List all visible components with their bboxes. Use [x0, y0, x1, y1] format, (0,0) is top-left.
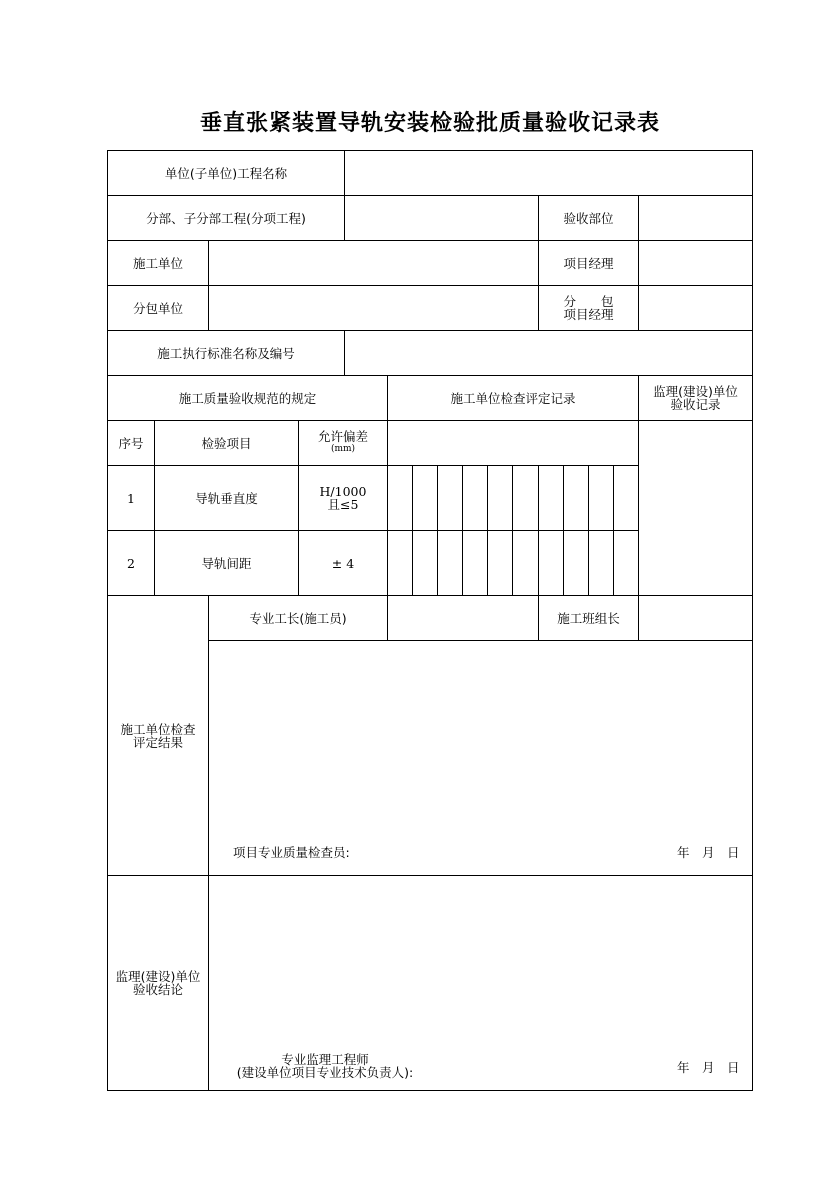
foreman-label: 专业工长(施工员) — [208, 595, 388, 641]
record-header: 施工单位检查评定记录 — [387, 375, 639, 421]
tolerance-value: H/1000 — [319, 484, 367, 499]
row-tolerance — [298, 530, 388, 596]
subcontract-manager-label — [538, 285, 639, 331]
construction-unit-label: 施工单位 — [107, 240, 209, 286]
subcontract-unit-label: 分包单位 — [107, 285, 209, 331]
subproject-field[interactable] — [344, 195, 539, 241]
record-cell[interactable] — [437, 465, 463, 531]
record-cell[interactable] — [462, 530, 488, 596]
record-subheader — [387, 420, 639, 466]
col-no-header: 序号 — [107, 420, 155, 466]
record-cell[interactable] — [512, 465, 539, 531]
record-cell[interactable] — [563, 465, 589, 531]
col-tolerance-unit: (mm) — [330, 444, 356, 454]
record-cell[interactable] — [487, 465, 513, 531]
page-title: 垂直张紧装置导轨安装检验批质量验收记录表 — [199, 110, 660, 136]
record-cell[interactable] — [412, 465, 438, 531]
result-label: 施工单位检查评定结果 — [107, 595, 209, 876]
col-tolerance-label: 允许偏差 — [317, 429, 368, 444]
project-name-field[interactable] — [344, 150, 753, 196]
inspector-label: 项目专业质量检查员: — [233, 845, 350, 860]
conclusion-label: 监理(建设)单位验收结论 — [107, 875, 209, 1091]
record-cell[interactable] — [462, 465, 488, 531]
record-cell[interactable] — [588, 465, 614, 531]
record-cell[interactable] — [538, 530, 564, 596]
record-cell[interactable] — [487, 530, 513, 596]
construction-unit-field[interactable] — [208, 240, 539, 286]
col-tolerance-header — [298, 420, 388, 466]
team-leader-label: 施工班组长 — [538, 595, 639, 641]
record-cell[interactable] — [588, 530, 614, 596]
record-cell[interactable] — [538, 465, 564, 531]
conclusion-date: 年 月 日 — [677, 1060, 740, 1075]
standard-label: 施工执行标准名称及编号 — [107, 330, 345, 376]
record-cell[interactable] — [387, 530, 413, 596]
record-cell[interactable] — [412, 530, 438, 596]
supervision-header: 监理(建设)单位验收记录 — [638, 375, 753, 421]
tolerance-value: 且≤5 — [327, 497, 359, 512]
col-item-header: 检验项目 — [154, 420, 299, 466]
standard-field[interactable] — [344, 330, 753, 376]
tolerance-value: ± 4 — [331, 555, 355, 571]
subproject-label: 分部、子分部工程(分项工程) — [107, 195, 345, 241]
foreman-field[interactable] — [387, 595, 539, 641]
record-cell[interactable] — [613, 530, 639, 596]
record-cell[interactable] — [512, 530, 539, 596]
subcontract-manager-label-line1: 分 包 — [563, 294, 614, 309]
row-no: 2 — [107, 530, 155, 596]
row-tolerance — [298, 465, 388, 531]
team-leader-field[interactable] — [638, 595, 753, 641]
engineer-label — [229, 1053, 421, 1079]
project-manager-field[interactable] — [638, 240, 753, 286]
record-cell[interactable] — [613, 465, 639, 531]
record-cell[interactable] — [563, 530, 589, 596]
result-date: 年 月 日 — [677, 845, 740, 860]
acceptance-part-label: 验收部位 — [538, 195, 639, 241]
spec-header: 施工质量验收规范的规定 — [107, 375, 388, 421]
record-cell[interactable] — [387, 465, 413, 531]
subcontract-manager-field[interactable] — [638, 285, 753, 331]
acceptance-part-field[interactable] — [638, 195, 753, 241]
project-manager-label: 项目经理 — [538, 240, 639, 286]
subcontract-manager-label-line2: 项目经理 — [563, 307, 614, 322]
row-no: 1 — [107, 465, 155, 531]
row-item: 导轨垂直度 — [154, 465, 299, 531]
row-item: 导轨间距 — [154, 530, 299, 596]
result-field[interactable] — [208, 640, 753, 876]
project-name-label: 单位(子单位)工程名称 — [107, 150, 345, 196]
supervision-record-field[interactable] — [638, 420, 753, 596]
record-cell[interactable] — [437, 530, 463, 596]
subcontract-unit-field[interactable] — [208, 285, 539, 331]
engineer-label-line1: 专业监理工程师 — [281, 1052, 369, 1067]
engineer-label-line2: (建设单位项目专业技术负责人): — [236, 1065, 414, 1080]
